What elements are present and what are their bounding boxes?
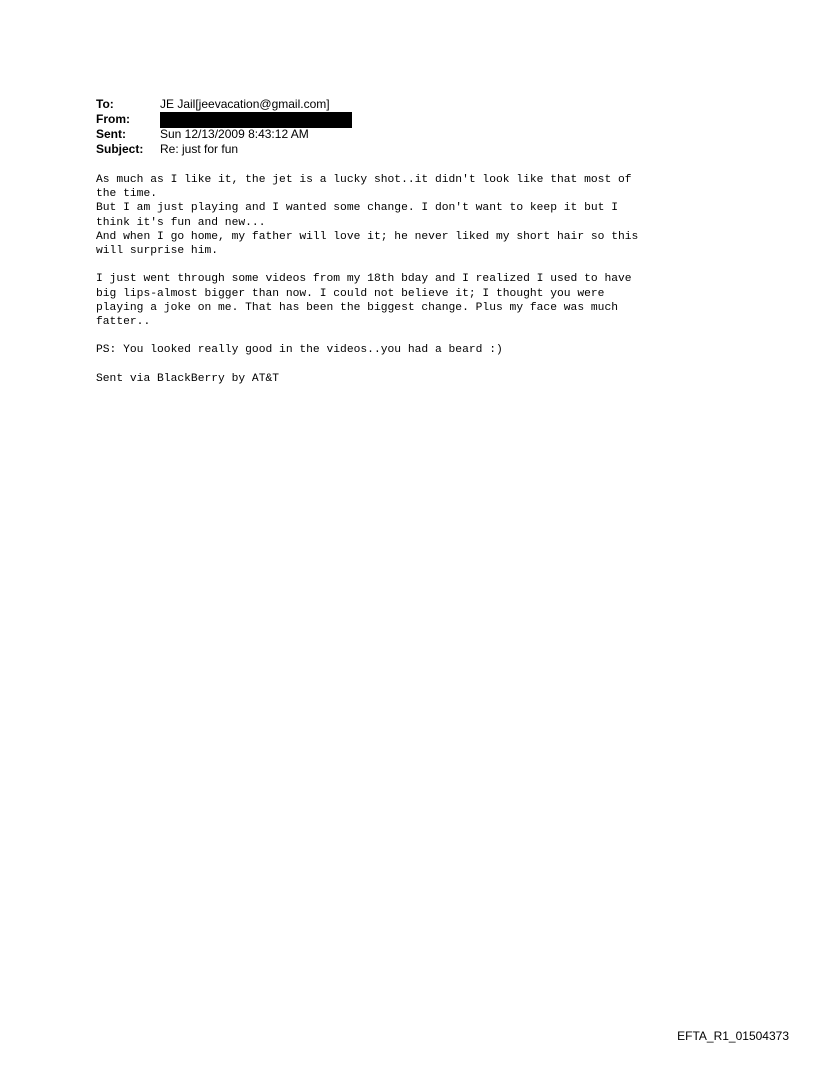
body-line: fatter.. — [96, 316, 151, 329]
to-row — [96, 97, 352, 112]
subject-label: Subject: — [96, 142, 144, 156]
document-id: EFTA_R1_01504373 — [677, 1029, 789, 1043]
from-row — [96, 112, 352, 127]
email-body — [96, 173, 796, 400]
signature — [96, 372, 796, 386]
body-line: As much as I like it, the jet is a lucky shot..it didn't look like that most of — [96, 174, 632, 186]
body-paragraph-3 — [96, 343, 796, 357]
body-line: And when I go home, my father will love it; he never liked my short hair so this — [96, 230, 639, 243]
body-line: will surprise him. — [96, 245, 219, 258]
to-value: JE Jail[jeevacation@gmail.com] — [160, 97, 330, 111]
subject-value: Re: just for fun — [160, 142, 239, 156]
sent-label: Sent: — [96, 127, 126, 141]
sent-value: Sun 12/13/2009 8:43:12 AM — [160, 127, 309, 141]
subject-row — [96, 142, 352, 157]
body-paragraph-2 — [96, 272, 796, 329]
body-line: the time. — [96, 188, 158, 201]
body-line: But I am just playing and I wanted some change. I don't want to keep it but I — [96, 202, 619, 215]
to-label: To: — [96, 97, 114, 111]
body-line: playing a joke on me. That has been the biggest change. Plus my face was much — [96, 301, 619, 314]
signature-line: Sent via BlackBerry by AT&T — [96, 372, 280, 385]
body-line: think it's fun and new... — [96, 216, 266, 229]
body-line: big lips-almost bigger than now. I could not believe it; I thought you were — [96, 287, 605, 300]
sent-row — [96, 127, 352, 142]
body-line: I just went through some videos from my 18th bday and I realized I used to have — [96, 273, 632, 286]
email-header — [96, 97, 352, 157]
body-paragraph-1 — [96, 173, 796, 258]
from-redaction-bar — [160, 112, 352, 128]
from-label: From: — [96, 112, 130, 126]
body-line: PS: You looked really good in the videos..you had a beard :) — [96, 344, 503, 357]
